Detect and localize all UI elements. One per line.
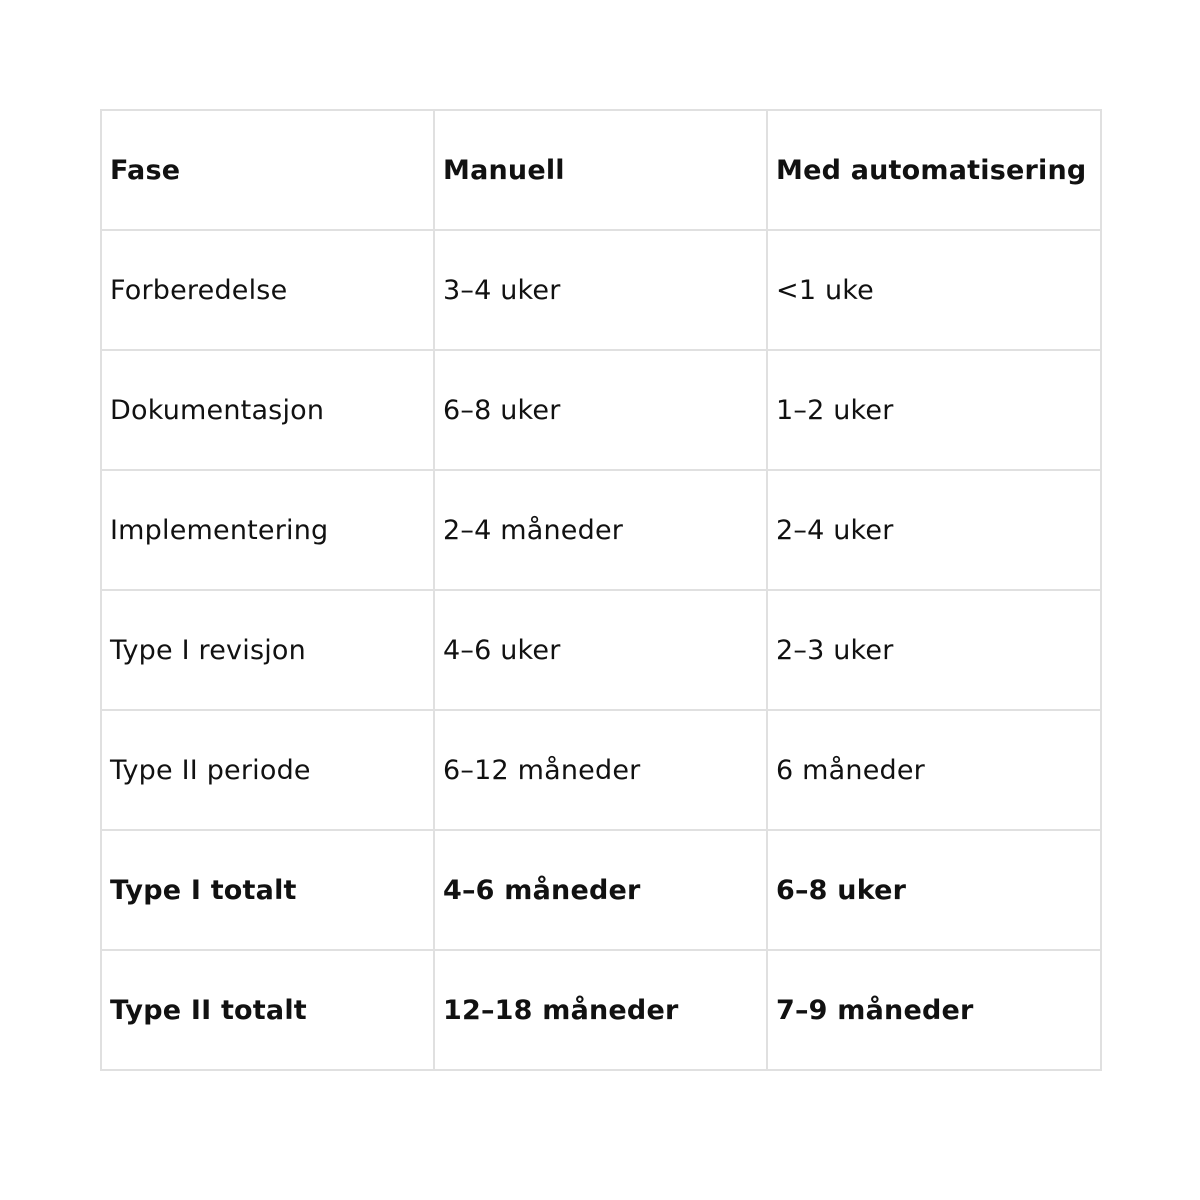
cell-manuell: 2–4 måneder <box>434 470 767 590</box>
cell-fase: Type II periode <box>101 710 434 830</box>
cell-automatisering: 7–9 måneder <box>767 950 1101 1070</box>
header-manuell: Manuell <box>434 110 767 230</box>
table-header <box>101 110 1101 230</box>
cell-fase: Forberedelse <box>101 230 434 350</box>
cell-manuell: 4–6 måneder <box>434 830 767 950</box>
comparison-table <box>100 109 1102 1071</box>
header-row <box>101 110 1101 230</box>
cell-automatisering: 2–3 uker <box>767 590 1101 710</box>
cell-manuell: 6–12 måneder <box>434 710 767 830</box>
cell-automatisering: 6–8 uker <box>767 830 1101 950</box>
cell-fase: Type I totalt <box>101 830 434 950</box>
cell-manuell: 12–18 måneder <box>434 950 767 1070</box>
comparison-table-container <box>100 109 1100 1071</box>
table-body <box>101 230 1101 1070</box>
cell-fase: Dokumentasjon <box>101 350 434 470</box>
cell-fase: Type I revisjon <box>101 590 434 710</box>
header-med-automatisering: Med automatisering <box>767 110 1101 230</box>
cell-automatisering: <1 uke <box>767 230 1101 350</box>
cell-automatisering: 1–2 uker <box>767 350 1101 470</box>
cell-manuell: 6–8 uker <box>434 350 767 470</box>
cell-automatisering: 2–4 uker <box>767 470 1101 590</box>
table-row <box>101 710 1101 830</box>
table-row <box>101 350 1101 470</box>
cell-automatisering: 6 måneder <box>767 710 1101 830</box>
cell-fase: Implementering <box>101 470 434 590</box>
table-row <box>101 590 1101 710</box>
table-row <box>101 230 1101 350</box>
header-fase: Fase <box>101 110 434 230</box>
cell-manuell: 4–6 uker <box>434 590 767 710</box>
cell-fase: Type II totalt <box>101 950 434 1070</box>
table-row <box>101 470 1101 590</box>
cell-manuell: 3–4 uker <box>434 230 767 350</box>
total-row-type-i <box>101 830 1101 950</box>
total-row-type-ii <box>101 950 1101 1070</box>
